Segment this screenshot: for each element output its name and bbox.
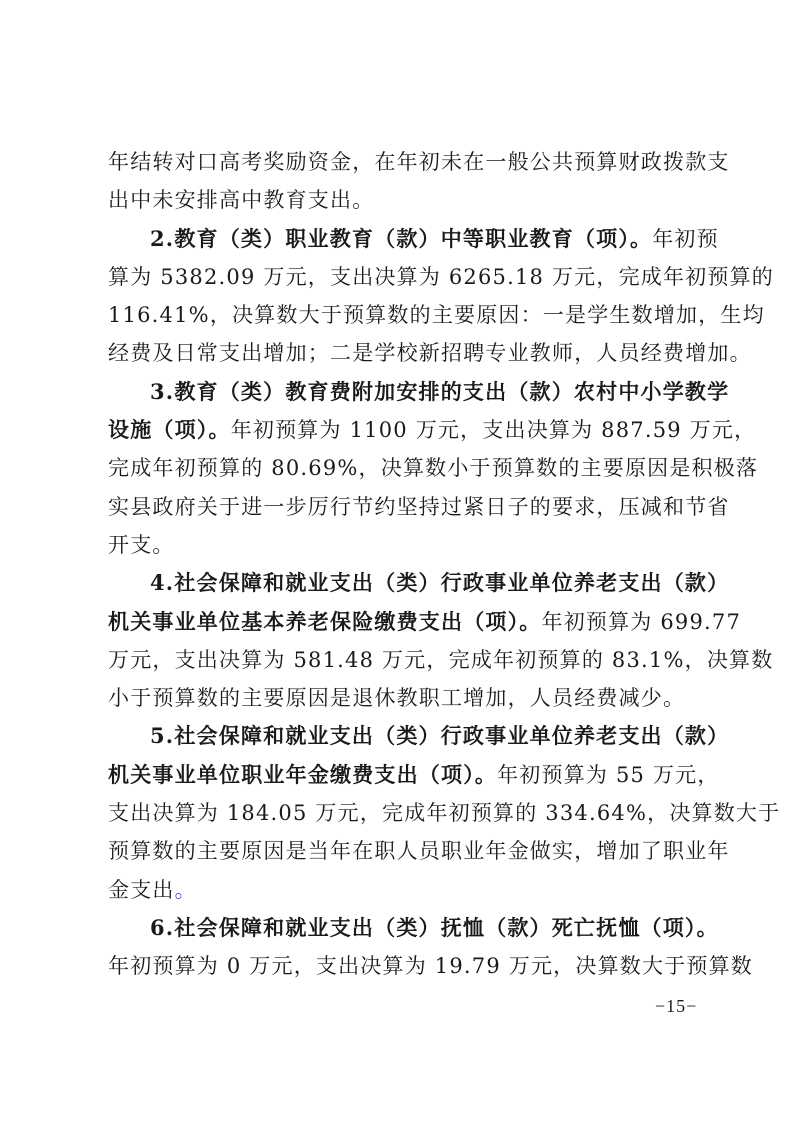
body-text-segment: 小于预算数的主要原因是退休教职工增加，人员经费减少。 xyxy=(108,686,686,711)
bold-heading-text: 机关事业单位基本养老保险缴费支出（项）。 xyxy=(108,608,542,634)
text-line xyxy=(108,679,694,717)
text-line xyxy=(108,258,774,296)
body-text-segment: 开支。 xyxy=(108,532,175,557)
text-line xyxy=(108,756,720,794)
body-text-segment: 万元，支出决算为 581.48 万元，完成年初预算的 83.1%，决算数 xyxy=(108,647,774,672)
body-text-segment: 。 xyxy=(174,877,197,902)
text-line xyxy=(108,871,694,909)
text-line xyxy=(108,488,730,526)
text-line xyxy=(108,181,694,219)
text-line xyxy=(108,411,757,449)
bold-heading-text: 3.教育（类）教育费附加安排的支出（款）农村中小学教学 xyxy=(150,378,730,404)
text-line xyxy=(108,526,694,564)
bold-heading-text: 4.社会保障和就业支出（类）行政事业单位养老支出（款） xyxy=(150,570,730,596)
text-line xyxy=(108,143,730,181)
text-line xyxy=(108,641,774,679)
body-text-segment: 116.41%，决算数大于预算数的主要原因：一是学生数增加，生均 xyxy=(108,303,765,328)
body-text-segment: 年结转对口高考奖励资金，在年初未在一般公共预算财政拨款支 xyxy=(108,150,730,174)
body-text-segment: 年初预 xyxy=(652,226,719,251)
bold-heading-text: 5.社会保障和就业支出（类）行政事业单位养老支出（款） xyxy=(150,723,730,749)
body-text-segment: 年初预算为 55 万元， xyxy=(497,762,720,787)
text-line xyxy=(108,947,753,985)
body-text-segment: 年初预算为 1100 万元，支出决算为 887.59 万元， xyxy=(230,418,757,443)
bold-heading-text: 6.社会保障和就业支出（类）抚恤（款）死亡抚恤（项）。 xyxy=(150,914,719,940)
text-line xyxy=(108,794,781,832)
body-text-segment: 金支出 xyxy=(108,877,175,902)
body-text-segment: 经费及日常支出增加；二是学校新招聘专业教师，人员经费增加。 xyxy=(108,341,752,366)
body-text-segment: 实县政府关于进一步厉行节约坚持过紧日子的要求，压减和节省 xyxy=(108,494,730,519)
text-line xyxy=(108,832,730,870)
text-line xyxy=(108,449,759,487)
body-text-segment: 完成年初预算的 80.69%，决算数小于预算数的主要原因是积极落 xyxy=(108,456,759,481)
page-number: −15− xyxy=(655,996,698,1016)
text-line xyxy=(108,564,730,602)
body-text-segment: 预算数的主要原因是当年在职人员职业年金做实，增加了职业年 xyxy=(108,839,730,864)
body-text-segment: 出中未安排高中教育支出。 xyxy=(108,188,375,213)
text-line xyxy=(108,603,742,641)
body-text-segment: 年初预算为 699.77 xyxy=(541,609,742,634)
body-text-segment: 支出决算为 184.05 万元，完成年初预算的 334.64%，决算数大于 xyxy=(108,801,781,826)
body-text-segment: 算为 5382.09 万元，支出决算为 6265.18 万元，完成年初预算的 xyxy=(108,264,774,289)
text-line xyxy=(108,717,730,755)
text-line xyxy=(108,909,719,947)
body-text-segment: 年初预算为 0 万元，支出决算为 19.79 万元，决算数大于预算数 xyxy=(108,954,753,979)
body-text xyxy=(108,143,781,986)
bold-heading-text: 设施（项）。 xyxy=(108,417,231,443)
text-line xyxy=(108,296,765,334)
bold-heading-text: 2.教育（类）职业教育（款）中等职业教育（项）。 xyxy=(150,225,653,251)
text-line xyxy=(108,334,752,372)
text-line xyxy=(108,220,719,258)
bold-heading-text: 机关事业单位职业年金缴费支出（项）。 xyxy=(108,761,498,787)
text-line xyxy=(108,373,730,411)
